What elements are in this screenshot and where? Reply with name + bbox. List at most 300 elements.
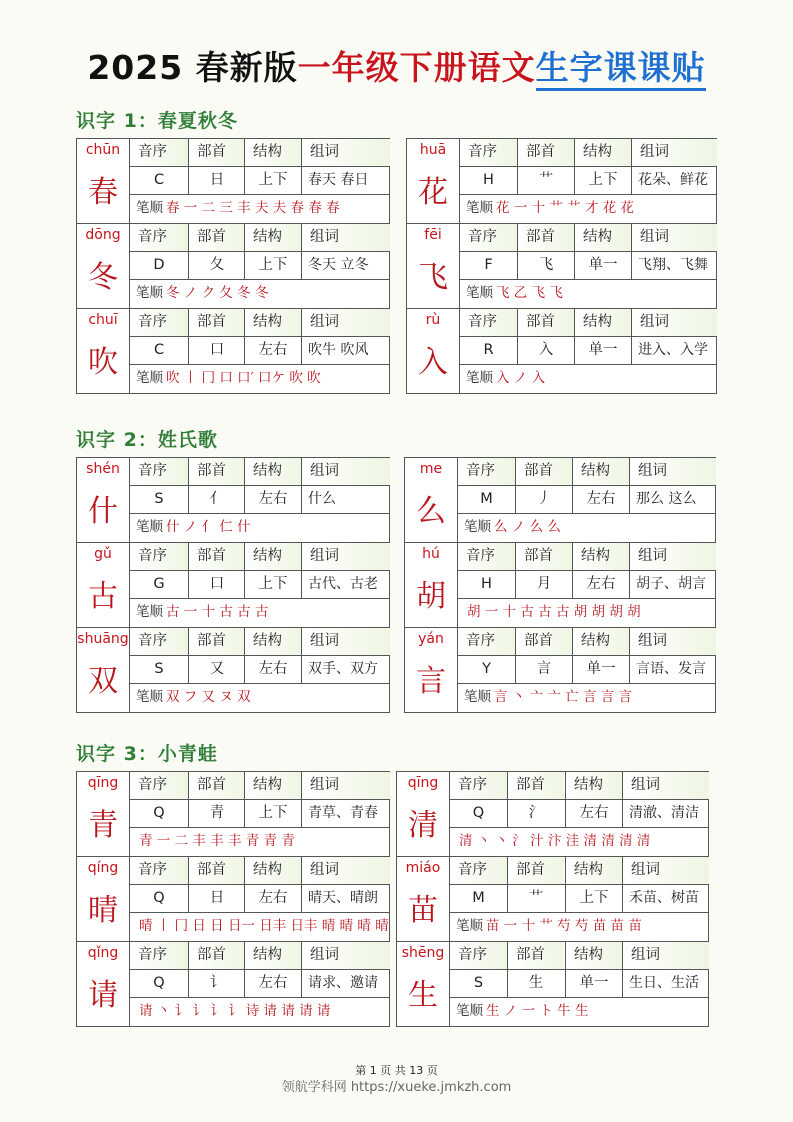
header-row <box>450 942 708 970</box>
column-header: 部首 <box>188 139 245 166</box>
column-header: 结构 <box>244 224 301 251</box>
stroke-order-label: 笔顺 <box>136 519 163 535</box>
hanzi-character: 春 <box>88 175 118 210</box>
section-heading <box>76 739 218 766</box>
jiegou-value: 上下 <box>244 800 301 827</box>
hanzi-character: 言 <box>416 664 446 699</box>
stroke-sequence: 吹 丨 冂 口 口′ 口ケ 吹 吹 <box>166 370 321 386</box>
stroke-order <box>130 514 389 541</box>
header-row <box>450 857 708 885</box>
column-header: 结构 <box>565 857 622 884</box>
info-grid <box>449 942 708 1026</box>
stroke-order-label: 笔顺 <box>456 1003 483 1019</box>
column-header: 音序 <box>450 942 507 969</box>
stroke-order <box>458 599 715 626</box>
jiegou-value: 上下 <box>244 571 301 598</box>
yinxu-value: R <box>483 342 494 358</box>
value-row <box>130 885 389 913</box>
column-header: 部首 <box>188 224 245 251</box>
stroke-sequence: 胡 一 十 古 古 古 胡 胡 胡 胡 <box>467 604 641 620</box>
column-header: 结构 <box>244 458 301 485</box>
value-row <box>130 800 389 828</box>
hanzi-character: 花 <box>418 175 448 210</box>
pinyin-label: shēng <box>401 945 445 961</box>
bushou-value: 艹 <box>507 885 564 912</box>
stroke-order <box>130 998 389 1025</box>
pinyin-label: hú <box>422 546 440 562</box>
column-header: 组词 <box>301 224 390 251</box>
column-header: 组词 <box>301 139 390 166</box>
stroke-order-label: 笔顺 <box>136 285 163 301</box>
column-header: 组词 <box>631 309 717 336</box>
info-grid <box>129 139 389 223</box>
jiegou-value: 左右 <box>572 571 629 598</box>
stroke-order-label: 笔顺 <box>466 285 493 301</box>
stroke-order-label: 笔顺 <box>456 918 483 934</box>
stroke-sequence: 晴 丨 冂 日 日 日一 日丰 日丰 晴 晴 晴 晴 <box>139 918 389 934</box>
column-header: 部首 <box>188 628 245 655</box>
pinyin-label: me <box>419 461 443 477</box>
column-header: 音序 <box>130 224 188 251</box>
column-header: 部首 <box>507 772 564 799</box>
column-header: 结构 <box>574 224 631 251</box>
value-row <box>458 486 715 514</box>
jiegou-value: 上下 <box>244 167 301 194</box>
bushou-value: 日 <box>188 167 245 194</box>
column-header: 音序 <box>450 772 507 799</box>
column-header: 部首 <box>517 139 574 166</box>
hanzi-character: 古 <box>88 579 118 614</box>
info-grid <box>129 772 389 856</box>
char-card-left <box>76 138 390 394</box>
zuci-value: 双手、双方 <box>301 656 390 683</box>
yinxu-value: H <box>483 172 494 188</box>
bushou-value: 夂 <box>188 252 245 279</box>
zuci-value: 吹牛 吹风 <box>301 337 390 364</box>
value-row <box>450 970 708 998</box>
value-row <box>130 252 389 280</box>
stroke-sequence: 入 ノ 入 <box>496 370 546 386</box>
pinyin-label: qīng <box>87 775 119 791</box>
jiegou-value: 单一 <box>574 337 631 364</box>
header-row <box>458 543 715 571</box>
column-header: 音序 <box>130 942 188 969</box>
hanzi-character: 请 <box>88 978 118 1013</box>
header-row <box>460 309 716 337</box>
jiegou-value: 左右 <box>244 486 301 513</box>
column-header: 组词 <box>629 458 716 485</box>
column-header: 音序 <box>458 543 515 570</box>
site-watermark: 领航学科网 https://xueke.jmkzh.com <box>281 1080 512 1095</box>
column-header: 音序 <box>458 628 515 655</box>
stroke-order <box>130 828 389 855</box>
hanzi-character: 生 <box>408 978 438 1013</box>
value-row <box>130 167 389 195</box>
zuci-value: 青草、青春 <box>301 800 390 827</box>
pinyin-label: chūn <box>85 142 121 158</box>
section-label: 识字 2：姓氏歌 <box>76 429 218 451</box>
header-row <box>450 772 708 800</box>
yinxu-value: G <box>153 576 165 592</box>
yinxu-value: Y <box>482 661 491 677</box>
stroke-order <box>130 365 389 392</box>
hanzi-character: 入 <box>418 345 448 380</box>
zuci-value: 古代、古老 <box>301 571 390 598</box>
header-row <box>130 942 389 970</box>
pinyin-label: rù <box>425 312 441 328</box>
stroke-order <box>130 684 389 711</box>
jiegou-value: 单一 <box>572 656 629 683</box>
hanzi-character: 胡 <box>416 579 446 614</box>
zuci-value: 生日、生活 <box>622 970 709 997</box>
column-header: 结构 <box>244 857 301 884</box>
pinyin-label: fēi <box>424 227 442 243</box>
header-row <box>130 857 389 885</box>
yinxu-value: F <box>484 257 493 273</box>
value-row <box>458 656 715 684</box>
column-header: 组词 <box>631 139 717 166</box>
column-header: 音序 <box>458 458 515 485</box>
column-header: 部首 <box>515 458 572 485</box>
column-header: 结构 <box>565 942 622 969</box>
stroke-order-label: 笔顺 <box>136 604 163 620</box>
stroke-order-label: 笔顺 <box>466 200 493 216</box>
stroke-order-label: 笔顺 <box>466 370 493 386</box>
yinxu-value: S <box>154 661 164 677</box>
bushou-value: 生 <box>507 970 564 997</box>
value-row <box>460 337 716 365</box>
column-header: 结构 <box>565 772 622 799</box>
title-topic: 生字课课贴 <box>536 48 706 91</box>
info-grid <box>457 458 715 542</box>
yinxu-value: S <box>154 491 164 507</box>
char-card-right <box>396 771 709 1027</box>
pinyin-label: dōng <box>85 227 121 243</box>
jiegou-value: 单一 <box>565 970 622 997</box>
header-row <box>130 628 389 656</box>
column-header: 组词 <box>301 458 390 485</box>
pinyin-label: qīng <box>407 775 439 791</box>
column-header: 结构 <box>574 309 631 336</box>
zuci-value: 清澈、清洁 <box>622 800 709 827</box>
info-grid <box>129 628 389 712</box>
hanzi-character: 青 <box>88 808 118 843</box>
bushou-value: 讠 <box>188 970 245 997</box>
zuci-value: 请求、邀请 <box>301 970 390 997</box>
column-header: 部首 <box>188 309 245 336</box>
column-header: 结构 <box>244 543 301 570</box>
zuci-value: 晴天、晴朗 <box>301 885 390 912</box>
value-row <box>450 800 708 828</box>
hanzi-character: 飞 <box>418 260 448 295</box>
page-number: 第 1 页 共 13 页 <box>355 1064 438 1077</box>
column-header: 组词 <box>631 224 717 251</box>
stroke-order-label: 笔顺 <box>464 519 491 535</box>
stroke-order <box>460 365 716 392</box>
column-header: 音序 <box>130 139 188 166</box>
zuci-value: 胡子、胡言 <box>629 571 716 598</box>
column-header: 部首 <box>188 857 245 884</box>
column-header: 部首 <box>515 628 572 655</box>
bushou-value: 月 <box>515 571 572 598</box>
column-header: 组词 <box>629 628 716 655</box>
stroke-sequence: 冬 ノ ク 夂 冬 冬 <box>166 285 269 301</box>
hanzi-character: 么 <box>416 494 446 529</box>
column-header: 组词 <box>629 543 716 570</box>
info-grid <box>457 543 715 627</box>
hanzi-character: 什 <box>88 494 118 529</box>
column-header: 部首 <box>517 309 574 336</box>
jiegou-value: 上下 <box>574 167 631 194</box>
header-row <box>130 224 389 252</box>
zuci-value: 进入、入学 <box>631 337 717 364</box>
value-row <box>130 970 389 998</box>
jiegou-value: 左右 <box>572 486 629 513</box>
info-grid <box>129 309 389 393</box>
bushou-value: 日 <box>188 885 245 912</box>
yinxu-value: C <box>153 172 165 188</box>
column-header: 结构 <box>244 628 301 655</box>
column-header: 部首 <box>515 543 572 570</box>
header-row <box>458 628 715 656</box>
column-header: 音序 <box>130 628 188 655</box>
column-header: 结构 <box>244 309 301 336</box>
column-header: 组词 <box>301 309 390 336</box>
jiegou-value: 左右 <box>244 337 301 364</box>
yinxu-value: M <box>480 491 493 507</box>
hanzi-character: 苗 <box>408 893 438 928</box>
jiegou-value: 单一 <box>574 252 631 279</box>
column-header: 组词 <box>301 543 390 570</box>
pinyin-label: chuī <box>88 312 118 328</box>
info-grid <box>459 224 716 308</box>
bushou-value: 丿 <box>515 486 572 513</box>
stroke-sequence: 飞 乙 飞 飞 <box>496 285 563 301</box>
bushou-value: 氵 <box>507 800 564 827</box>
stroke-order <box>130 599 389 626</box>
stroke-order <box>460 195 716 222</box>
section-label: 识字 3：小青蛙 <box>76 743 218 765</box>
stroke-sequence: 言 丶 亠 亠 亡 言 言 言 <box>494 689 633 705</box>
header-row <box>458 458 715 486</box>
column-header: 组词 <box>301 942 390 969</box>
value-row <box>130 656 389 684</box>
value-row <box>460 252 716 280</box>
yinxu-value: Q <box>153 890 165 906</box>
page-title <box>0 42 793 89</box>
stroke-sequence: 古 一 十 古 古 古 <box>166 604 269 620</box>
value-row <box>130 571 389 599</box>
info-grid <box>129 857 389 941</box>
column-header: 音序 <box>130 458 188 485</box>
pinyin-label: huā <box>419 142 447 158</box>
hanzi-character: 冬 <box>88 260 118 295</box>
info-grid <box>457 628 715 712</box>
value-row <box>460 167 716 195</box>
column-header: 音序 <box>130 309 188 336</box>
pinyin-label: qǐng <box>87 945 119 961</box>
column-header: 组词 <box>301 628 390 655</box>
header-row <box>130 309 389 337</box>
info-grid <box>459 309 716 393</box>
pinyin-label: qíng <box>87 860 119 876</box>
bushou-value: 口 <box>188 337 245 364</box>
hanzi-character: 清 <box>408 808 438 843</box>
bushou-value: 又 <box>188 656 245 683</box>
info-grid <box>129 942 389 1026</box>
stroke-sequence: 苗 一 十 艹 芍 芍 苗 苗 苗 <box>486 918 642 934</box>
title-grade: 一年级下册语文 <box>297 48 536 87</box>
zuci-value: 那么 这么 <box>629 486 716 513</box>
hanzi-character: 双 <box>88 664 118 699</box>
header-row <box>130 458 389 486</box>
column-header: 部首 <box>188 543 245 570</box>
zuci-value: 花朵、鲜花 <box>631 167 717 194</box>
header-row <box>130 139 389 167</box>
yinxu-value: H <box>481 576 492 592</box>
info-grid <box>129 224 389 308</box>
column-header: 音序 <box>130 772 188 799</box>
header-row <box>460 224 716 252</box>
info-grid <box>459 139 716 223</box>
header-row <box>460 139 716 167</box>
info-grid <box>129 458 389 542</box>
stroke-order <box>450 998 708 1025</box>
stroke-sequence: 花 一 十 艹 艹 才 花 花 <box>496 200 635 216</box>
section-heading <box>76 425 218 452</box>
yinxu-value: Q <box>153 805 165 821</box>
stroke-order <box>130 913 389 940</box>
stroke-order <box>130 195 389 222</box>
stroke-order-label: 笔顺 <box>136 689 163 705</box>
section-label: 识字 1：春夏秋冬 <box>76 110 238 132</box>
column-header: 音序 <box>460 309 517 336</box>
bushou-value: 亻 <box>188 486 245 513</box>
stroke-order <box>458 514 715 541</box>
bushou-value: 飞 <box>517 252 574 279</box>
char-card-left <box>76 457 390 713</box>
stroke-sequence: 么 ノ 么 么 <box>494 519 561 535</box>
column-header: 结构 <box>244 139 301 166</box>
header-row <box>130 543 389 571</box>
stroke-order <box>130 280 389 307</box>
column-header: 音序 <box>460 139 517 166</box>
jiegou-value: 左右 <box>244 656 301 683</box>
jiegou-value: 左右 <box>565 800 622 827</box>
column-header: 组词 <box>301 772 390 799</box>
yinxu-value: M <box>472 890 485 906</box>
char-card-right <box>404 457 716 713</box>
stroke-order <box>458 684 715 711</box>
jiegou-value: 左右 <box>244 885 301 912</box>
info-grid <box>449 857 708 941</box>
bushou-value: 艹 <box>517 167 574 194</box>
info-grid <box>129 543 389 627</box>
pinyin-label: shén <box>86 461 120 477</box>
yinxu-value: D <box>153 257 165 273</box>
column-header: 部首 <box>507 857 564 884</box>
column-header: 部首 <box>188 772 245 799</box>
column-header: 组词 <box>622 857 709 884</box>
stroke-sequence: 生 ノ 一 ト 牛 生 <box>486 1003 589 1019</box>
column-header: 结构 <box>572 458 629 485</box>
stroke-sequence: 春 一 二 三 丰 夫 夫 春 春 春 <box>166 200 340 216</box>
value-row <box>458 571 715 599</box>
value-row <box>130 486 389 514</box>
column-header: 组词 <box>622 942 709 969</box>
bushou-value: 青 <box>188 800 245 827</box>
char-card-left <box>76 771 390 1027</box>
zuci-value: 冬天 立冬 <box>301 252 390 279</box>
pinyin-label: miáo <box>405 860 441 876</box>
pinyin-label: gǔ <box>94 546 112 562</box>
column-header: 结构 <box>244 942 301 969</box>
column-header: 部首 <box>517 224 574 251</box>
value-row <box>450 885 708 913</box>
zuci-value: 言语、发言 <box>629 656 716 683</box>
column-header: 结构 <box>244 772 301 799</box>
header-row <box>130 772 389 800</box>
column-header: 结构 <box>574 139 631 166</box>
column-header: 部首 <box>507 942 564 969</box>
title-year: 2025 春新版 <box>87 48 298 87</box>
column-header: 音序 <box>460 224 517 251</box>
stroke-order <box>450 913 708 940</box>
stroke-order-label: 笔顺 <box>464 689 491 705</box>
bushou-value: 口 <box>188 571 245 598</box>
zuci-value: 什么 <box>301 486 390 513</box>
yinxu-value: Q <box>472 805 485 821</box>
jiegou-value: 上下 <box>244 252 301 279</box>
stroke-order <box>450 828 708 855</box>
hanzi-character: 晴 <box>88 893 118 928</box>
stroke-order <box>460 280 716 307</box>
yinxu-value: Q <box>153 975 165 991</box>
stroke-order-label: 笔顺 <box>136 200 163 216</box>
section-heading <box>76 106 238 133</box>
stroke-sequence: 清 丶 丶 氵 汁 汴 洼 清 清 清 清 <box>459 833 651 849</box>
column-header: 音序 <box>130 543 188 570</box>
column-header: 音序 <box>130 857 188 884</box>
column-header: 结构 <box>572 628 629 655</box>
column-header: 组词 <box>301 857 390 884</box>
pinyin-label: yán <box>418 631 444 647</box>
column-header: 结构 <box>572 543 629 570</box>
stroke-order-label: 笔顺 <box>136 370 163 386</box>
pinyin-label: shuāng <box>77 631 129 647</box>
stroke-sequence: 青 一 二 丰 丰 丰 青 青 青 <box>139 833 295 849</box>
bushou-value: 言 <box>515 656 572 683</box>
yinxu-value: S <box>473 975 484 991</box>
stroke-sequence: 双 フ 又 ヌ 双 <box>166 689 251 705</box>
bushou-value: 入 <box>517 337 574 364</box>
stroke-sequence: 什 ノ 亻 仁 什 <box>166 519 251 535</box>
column-header: 部首 <box>188 942 245 969</box>
zuci-value: 春天 春日 <box>301 167 390 194</box>
stroke-sequence: 请 丶 讠 讠 讠 讠 诗 请 请 请 请 <box>139 1003 331 1019</box>
zuci-value: 飞翔、飞舞 <box>631 252 717 279</box>
jiegou-value: 上下 <box>565 885 622 912</box>
char-card-right <box>406 138 717 394</box>
jiegou-value: 左右 <box>244 970 301 997</box>
hanzi-character: 吹 <box>88 345 118 380</box>
column-header: 组词 <box>622 772 709 799</box>
yinxu-value: C <box>153 342 165 358</box>
zuci-value: 禾苗、树苗 <box>622 885 709 912</box>
info-grid <box>449 772 708 856</box>
column-header: 音序 <box>450 857 507 884</box>
column-header: 部首 <box>188 458 245 485</box>
